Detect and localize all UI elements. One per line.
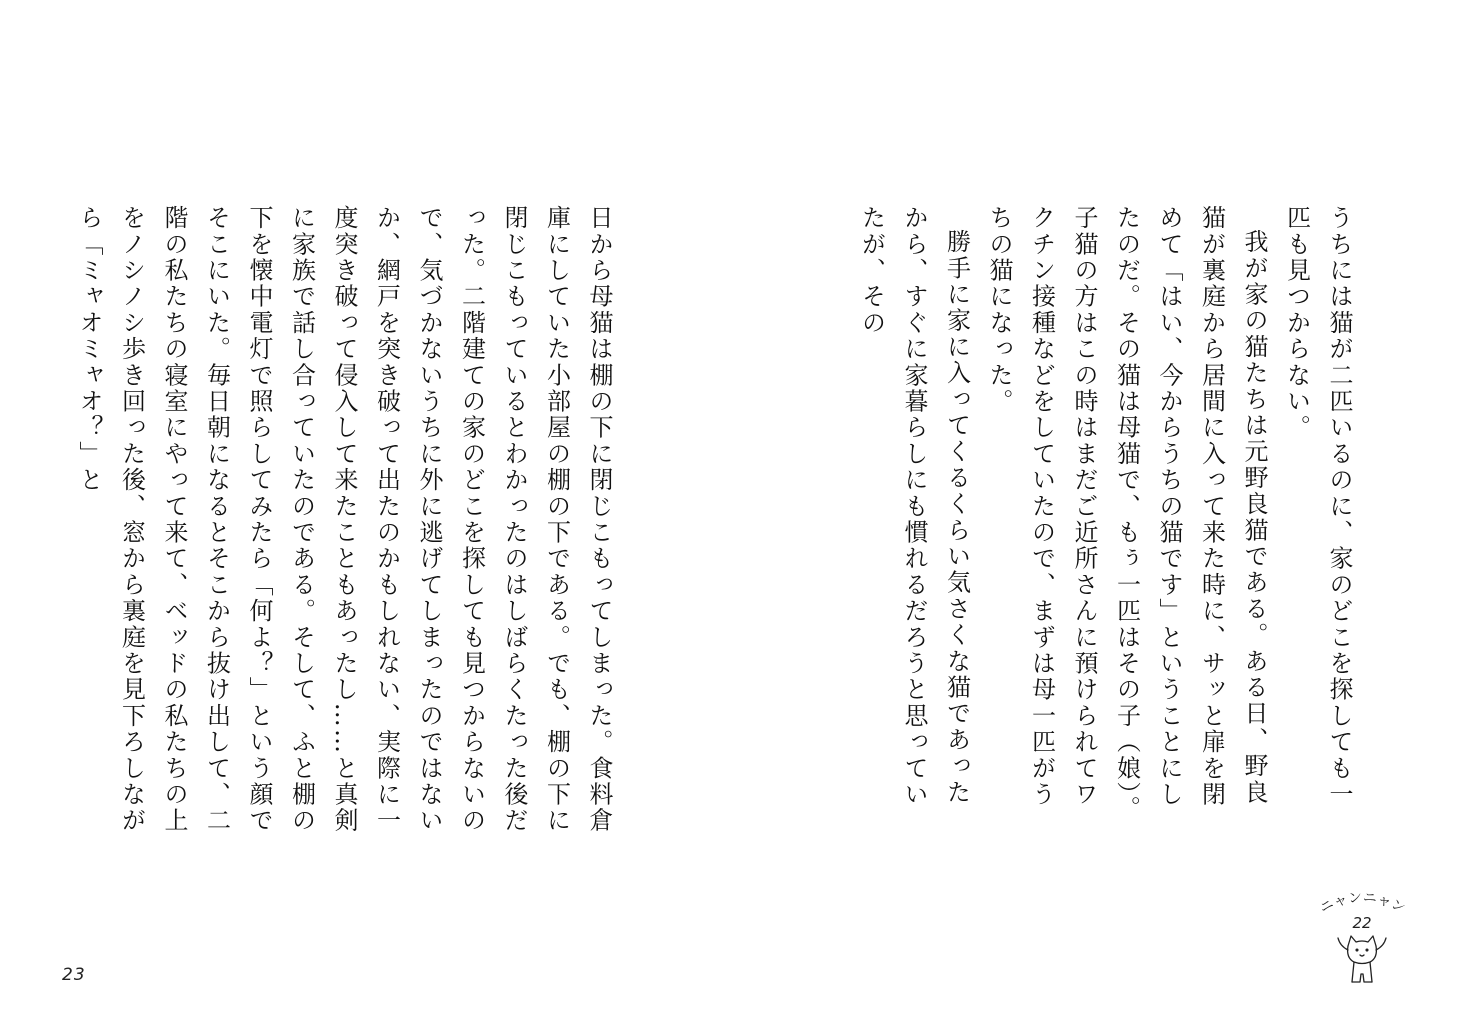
- left-page-number: 23: [62, 965, 86, 985]
- right-page-number: 22: [1352, 914, 1372, 932]
- paragraph-3: 勝手に家に入ってくるくらい気さくな猫であったから、すぐに家暮らしにも慣れるだろうと思っていたが、その: [857, 205, 971, 808]
- paragraph-1: うちには猫が二匹いるのに、家のどこを探しても一匹も見つからない。: [1282, 205, 1353, 808]
- paragraph-2: 我が家の猫たちは元野良猫である。ある日、野良猫が裏庭から居間に入って来た時に、サッと扉を閉めて「はい、今からうちの猫です」ということにしたのだ。その猫は母猫で、もぅ一匹はその子（娘）。子猫の方はこの時はまだご近所さんに預けられてワクチン接種などをしていたので、まずは母一匹がうちの猫になった。: [985, 205, 1268, 822]
- cat-illustration: [1338, 936, 1386, 982]
- right-page-text: [840, 205, 1360, 825]
- paragraph-4: 日から母猫は棚の下に閉じこもってしまった。食料倉庫にしていた小部屋の棚の下である。でも、棚の下に閉じこもっているとわかったのはしばらくたった後だった。二階建ての家のどこを探しても見つからないので、気づかないうちに外に逃げてしまったのではないか、網戸を突き破って出たのかもしれない、実際に一度突き破って侵入して来たこともあったし……と真剣に家族で話し合っていたのである。そして、ふと棚の下を懐中電灯で照らしてみたら「何よ？」という顔でそこにいた。毎日朝になるとそこから抜け出して、二階の私たちの寝室にやって来て、ベッドの私たちの上をノシノシ歩き回った後、窓から裏庭を見下ろしながら「ミャオミャオ？」と: [75, 205, 613, 834]
- cat-logo: [1310, 888, 1415, 993]
- left-page-text: [75, 205, 620, 845]
- logo-text: ニャンニャン: [1317, 889, 1408, 917]
